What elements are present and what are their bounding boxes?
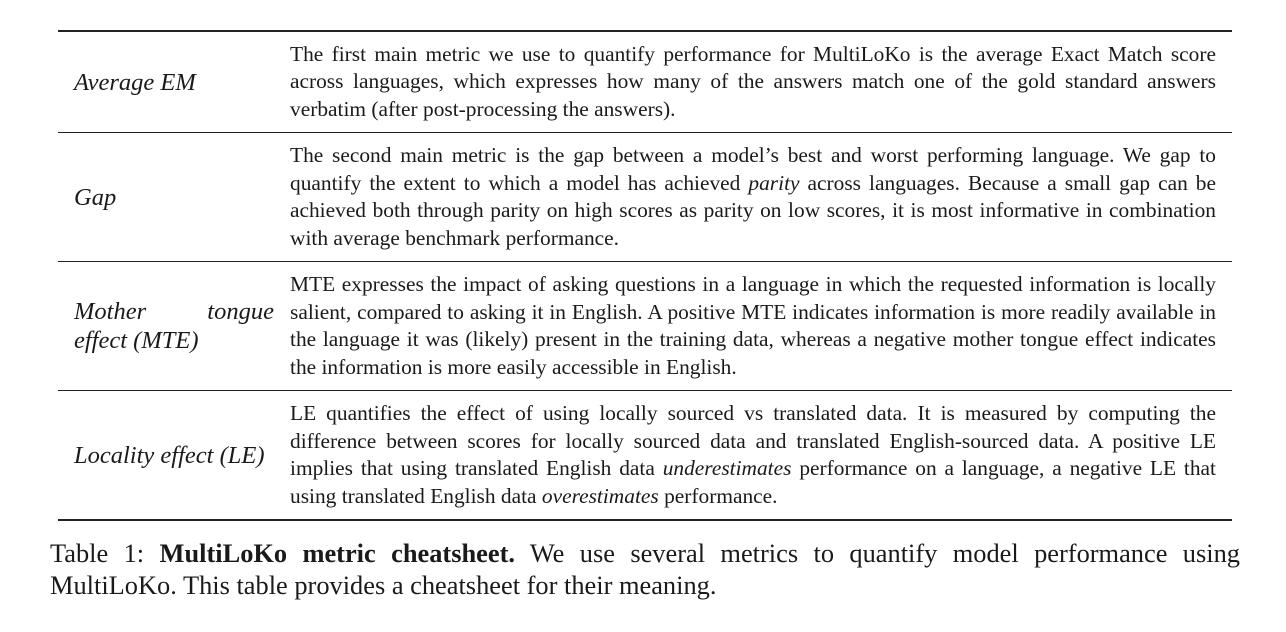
caption-title: MultiLoKo metric cheatsheet. [159, 538, 515, 568]
metric-term-cell [58, 262, 284, 391]
metric-description-emphasis: overestimates [541, 483, 659, 508]
metric-description-text: performance. [658, 483, 778, 508]
table-caption [50, 537, 1240, 601]
table-row-gap [58, 133, 1232, 262]
metric-description-emphasis: underestimates [662, 456, 792, 480]
caption-text: We use several metrics to quantify model performance using MultiLoKo. This table provides a cheatsheet for their meaning. [50, 538, 1240, 600]
metric-description-text: LE quantifies the effect of using locally sourced vs translated data. It is measured by computing the difference between scores for locally sourced data and translated English-sourced data. A positive LE implies that using translated English data [290, 401, 1216, 480]
caption-label: Table 1: [50, 538, 145, 568]
metric-description-text: The first main metric we use to quantify performance for MultiLoKo is the average Exact Match score across languages, which expresses how many of the answers match one of the gold standard answers verbatim (after post-processing the answers). [290, 41, 1216, 121]
metric-term: Average EM [74, 68, 196, 96]
metric-description-text: MTE expresses the impact of asking questions in a language in which the requested information is locally salient, compared to asking it in English. A positive MTE indicates information is more readily available in the language it was (likely) present in the training data, whereas a negative mother tongue effect indicates the information is more easily accessible in English. [290, 272, 1216, 379]
metric-description-text: performance on a language, a negative LE that using translated English data [290, 456, 1216, 508]
metric-description-cell [284, 31, 1232, 133]
metric-term: Gap [74, 183, 117, 211]
metric-term-cell [58, 391, 284, 521]
table-row-average-em [58, 31, 1232, 133]
metric-description-emphasis: parity [748, 170, 800, 195]
metric-term-cell [58, 133, 284, 262]
metric-term-cell [58, 31, 284, 133]
metric-description-cell [284, 262, 1232, 391]
metric-term: Mother tongue effect (MTE) [74, 298, 274, 354]
table-row-mother-tongue-effect [58, 262, 1232, 391]
metric-cheatsheet-table [58, 30, 1232, 521]
metric-description-text: The second main metric is the gap between a model’s best and worst performing language. We gap to quantify the extent to which a model has achieved [290, 143, 1216, 195]
table-row-locality-effect [58, 391, 1232, 521]
metric-term: Locality effect (LE) [74, 441, 265, 469]
metric-description-text: across languages. Because a small gap can be achieved both through parity on high scores as parity on low scores, it is most informative in combination with average benchmark performance. [290, 170, 1216, 250]
metric-description-cell [284, 133, 1232, 262]
metric-description-cell [284, 391, 1232, 521]
